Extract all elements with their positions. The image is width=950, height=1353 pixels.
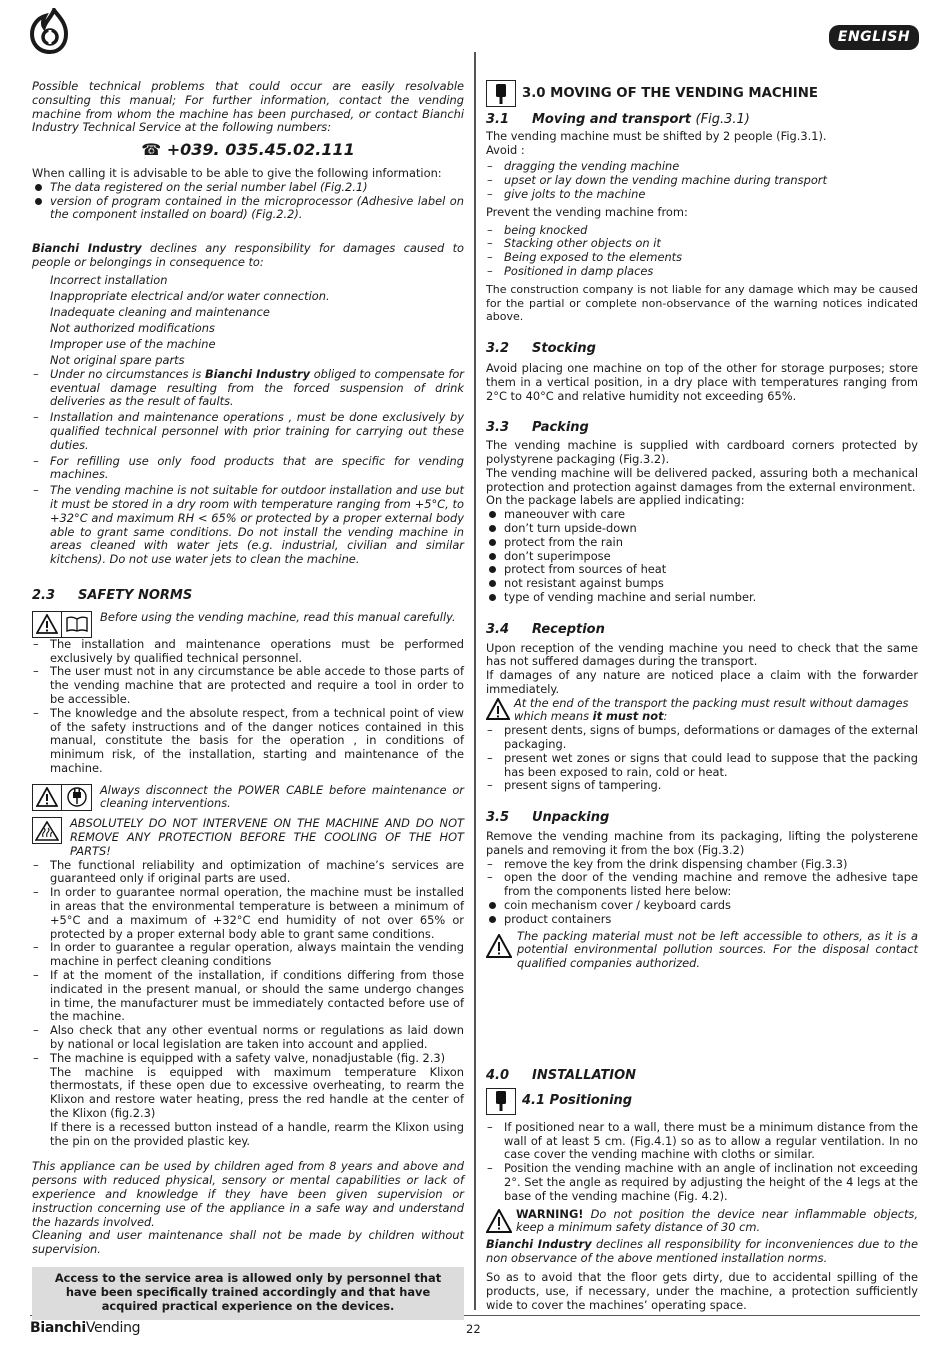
paragraph: Upon reception of the vending machine you need to check that the same has not suffered damages during the transport. bbox=[486, 640, 918, 669]
service-area-notice: Access to the service area is allowed only by personnel that have been specifically trained accordingly and that have acquired practical experience on the devices. bbox=[32, 1267, 464, 1320]
safety-item: – In order to guarantee a regular operation, always maintain the vending machine in perfect cleaning conditions bbox=[32, 941, 464, 969]
left-column bbox=[32, 80, 464, 1320]
paragraph: Avoid placing one machine on top of the other for storage purposes; store them in a vertical position, in a dry place with temperatures ranging from 2°C to 40°C and relative humidity not exceeding 65%. bbox=[486, 360, 918, 403]
column-divider bbox=[474, 52, 476, 1310]
phone-icon: ☎ bbox=[141, 140, 167, 160]
safety-item: – If at the moment of the installation, if conditions differing from those indicated in the present manual, or should the same undergo changes in time, the manufacturer must be immediately contacted before use of the machine. bbox=[32, 969, 464, 1024]
brand-logo-icon bbox=[30, 8, 70, 58]
installation-warning: WARNING! Do not position the device near inflammable objects, keep a minimum safety distance of 30 cm. bbox=[486, 1208, 918, 1237]
packing-warning: The packing material must not be left accessible to others, as it is a potential environmental pollution sources. For the disposal contact qualified companies authorized. bbox=[486, 930, 918, 971]
label-item: protect from the rain bbox=[486, 536, 918, 550]
unplug-icon bbox=[62, 784, 92, 811]
prevent-item: – Positioned in damp places bbox=[486, 265, 918, 279]
install-item: – Position the vending machine with an angle of inclination not exceeding 2°. Set the angle as required by adjusting the height of the 4 legs at the base of the vending machine (Fig. 4.2). bbox=[486, 1162, 918, 1203]
cause-item: Not authorized modifications bbox=[50, 320, 215, 335]
avoid-item: – give jolts to the machine bbox=[486, 188, 918, 202]
label-item: type of vending machine and serial number. bbox=[486, 591, 918, 605]
read-manual-notice: Before using the vending machine, read this manual carefully. bbox=[32, 611, 464, 638]
section-heading-3-4: 3.4 Reception bbox=[486, 621, 605, 637]
cause-item: Inadequate cleaning and maintenance bbox=[50, 304, 270, 319]
liability-paragraph: The construction company is not liable for any damage which may be caused for the partial or complete non-observance of the warning notices indicated above. bbox=[486, 282, 918, 324]
warning-icon bbox=[486, 698, 510, 724]
unpack-bullet: product containers bbox=[486, 913, 918, 927]
phone-number: ☎ +039. 035.45.02.111 bbox=[141, 140, 355, 160]
reception-item: – present dents, signs of bumps, deformations or damages of the external packaging. bbox=[486, 724, 918, 752]
unpack-item: – remove the key from the drink dispensing chamber (Fig.3.3) bbox=[486, 858, 918, 872]
hot-surface-icon bbox=[32, 817, 62, 844]
section-heading-3-1: 3.1 Moving and transport (Fig.3.1) bbox=[486, 112, 750, 127]
install-item: – If positioned near to a wall, there must be a minimum distance from the wall of at least 5 cm. (Fig.4.1) so as to allow a regular ventilation. In no case cover the vending machine with cloths or similar. bbox=[486, 1121, 918, 1162]
info-bullet: The data registered on the serial number label (Fig.2.1) bbox=[32, 181, 464, 195]
label-item: maneouver with care bbox=[486, 508, 918, 522]
section-heading-2-3: 2.3 SAFETY NORMS bbox=[32, 587, 193, 603]
paragraph: The vending machine must be shifted by 2 people (Fig.3.1). bbox=[486, 128, 827, 143]
label-item: don’t superimpose bbox=[486, 550, 918, 564]
klixon-paragraph: If there is a recessed button instead of a handle, rearm the Klixon using the pin on the provided plastic key. bbox=[50, 1119, 464, 1148]
paragraph: Prevent the vending machine from: bbox=[486, 204, 688, 219]
prevent-item: – being knocked bbox=[486, 224, 918, 238]
prevent-item: – Stacking other objects on it bbox=[486, 237, 918, 251]
paragraph: Avoid : bbox=[486, 142, 525, 157]
label-item: protect from sources of heat bbox=[486, 563, 918, 577]
paragraph: Remove the vending machine from its packaging, lifting the polysterene panels and removing it from the box (Fig.3.2) bbox=[486, 829, 918, 857]
paragraph: The vending machine is supplied with cardboard corners protected by polystyrene packaging (Fig.3.2). bbox=[486, 438, 918, 466]
power-cable-notice: Always disconnect the POWER CABLE before maintenance or cleaning interventions. bbox=[32, 784, 464, 812]
label-item: don’t turn upside-down bbox=[486, 522, 918, 536]
technician-icon bbox=[486, 80, 516, 107]
section-heading-3-2: 3.2 Stocking bbox=[486, 341, 596, 357]
section-heading-4-1: 4.1 Positioning bbox=[486, 1088, 918, 1115]
footer-brand-logo: BianchiVending bbox=[30, 1320, 141, 1336]
warning-icon bbox=[486, 1209, 512, 1237]
chapter-heading-3-0: 3.0 MOVING OF THE VENDING MACHINE bbox=[486, 80, 918, 107]
cause-item: Inappropriate electrical and/or water connection. bbox=[50, 288, 330, 303]
children-paragraph: This appliance can be used by children aged from 8 years and above and persons with reduced physical, sensory or mental capabilities or lack of experience and knowledge if they have been given supervision or instruction concerning use of the appliance in a safe way and understand the hazards involved. bbox=[32, 1159, 464, 1229]
section-heading-3-5: 3.5 Unpacking bbox=[486, 810, 610, 826]
hot-parts-notice: ABSOLUTELY DO NOT INTERVENE ON THE MACHINE AND DO NOT REMOVE ANY PROTECTION BEFORE THE COOLING OF THE HOT PARTS! bbox=[32, 817, 464, 858]
safety-item: – The machine is equipped with a safety valve, nonadjustable (fig. 2.3) bbox=[32, 1052, 464, 1066]
safety-item: – In order to guarantee normal operation, the machine must be installed in areas that the environmental temperature is between a minimum of +5°C and a maximum of +32°C end humidity of not over 65% or protected by a proper external body able to grant same conditions. bbox=[32, 886, 464, 941]
safety-item: – Also check that any other eventual norms or regulations as laid down by national or local legislation are taken into account and applied. bbox=[32, 1024, 464, 1052]
section-heading-3-3: 3.3 Packing bbox=[486, 420, 589, 436]
dash-item: – The vending machine is not suitable for outdoor installation and use but it must be stored in a dry room with temperature ranging from +5°C, to +32°C and maximum RH < 65% or protected by a proper external body able to grant same conditions. Do not install the vending machine in areas cleaned with water jets (e.g. industrial, civilian and similar kitchens). Do not use water jets to clean the machine. bbox=[32, 484, 464, 567]
safety-item: – The installation and maintenance operations must be performed exclusively by qualified technical personnel. bbox=[32, 638, 464, 666]
safety-item: – The user must not in any circumstance be able accede to those parts of the vending machine that are protected and require a tool in order to be accessible. bbox=[32, 665, 464, 706]
reception-warning: At the end of the transport the packing must result without damages which means it must not: bbox=[486, 697, 918, 725]
chapter-heading-4-0: 4.0 INSTALLATION bbox=[486, 1068, 637, 1084]
children-paragraph: Cleaning and user maintenance shall not be made by children without supervision. bbox=[32, 1228, 464, 1257]
info-bullet: version of program contained in the microprocessor (Adhesive label on the component installed on board) (Fig.2.2). bbox=[32, 195, 464, 223]
reception-item: – present wet zones or signs that could lead to suppose that the packing has been exposed to rain, cold or heat. bbox=[486, 752, 918, 780]
avoid-item: – upset or lay down the vending machine during transport bbox=[486, 174, 918, 188]
warning-icon bbox=[486, 934, 512, 962]
floor-paragraph: So as to avoid that the floor gets dirty, due to accidental spilling of the products, use, if necessary, under the machine, a protection sufficiently wide to cover the machines’ operating space. bbox=[486, 1270, 918, 1312]
technician-icon bbox=[486, 1088, 516, 1115]
klixon-paragraph: The machine is equipped with maximum temperature Klixon thermostats, if these open due to excessive overheating, to rearm the Klixon and restore water heating, press the red handle at the center of the Klixon (fig.2.3) bbox=[50, 1064, 464, 1121]
unpack-item: – open the door of the vending machine and remove the adhesive tape from the components listed here below: bbox=[486, 871, 918, 899]
label-item: not resistant against bumps bbox=[486, 577, 918, 591]
declines-paragraph: Bianchi Industry declines all responsibility for inconveniences due to the non observance of the above mentioned installation norms. bbox=[486, 1237, 918, 1266]
reception-item: – present signs of tampering. bbox=[486, 779, 918, 793]
declines-paragraph: Bianchi Industry declines any responsibility for damages caused to people or belongings in consequence to: bbox=[32, 241, 465, 269]
manual-book-icon bbox=[62, 611, 92, 638]
dash-item: – Installation and maintenance operations , must be done exclusively by qualified technical personnel with prior training for carrying out these duties. bbox=[32, 411, 464, 452]
calling-info: When calling it is advisable to be able to give the following information: bbox=[32, 165, 442, 180]
safety-item: – The knowledge and the absolute respect, from a technical point of view of the safety instructions and of the danger notices contained in this manual, constitute the basis for the operation , in conditions of minimum risk, of the installation, starting and maintenance of the machine. bbox=[32, 707, 464, 776]
cause-item: Not original spare parts bbox=[50, 352, 185, 367]
dash-item: – For refilling use only food products that are specific for vending machines. bbox=[32, 455, 464, 483]
dash-item: – Under no circumstances is Bianchi Industry obliged to compensate for eventual damage resulting from the forced suspension of drink deliveries as the result of faults. bbox=[32, 368, 464, 409]
safety-item: – The functional reliability and optimization of machine’s services are guaranteed only if original parts are used. bbox=[32, 859, 464, 887]
warning-icon bbox=[32, 784, 62, 811]
page-number: 22 bbox=[466, 1322, 481, 1336]
intro-paragraph: Possible technical problems that could occur are easily resolvable consulting this manual; For further information, contact the vending machine from whom the machine has been purchased, or contact Bianchi Industry Technical Service at the following numbers: bbox=[32, 79, 464, 135]
avoid-item: – dragging the vending machine bbox=[486, 160, 918, 174]
cause-item: Incorrect installation bbox=[50, 272, 168, 287]
paragraph: On the package labels are applied indicating: bbox=[486, 493, 745, 508]
language-badge: ENGLISH bbox=[829, 25, 919, 50]
paragraph: The vending machine will be delivered packed, assuring both a mechanical protection and protection against damages from the external environment. bbox=[486, 465, 918, 494]
paragraph: If damages of any nature are noticed place a claim with the forwarder immediately. bbox=[486, 668, 918, 696]
cause-item: Improper use of the machine bbox=[50, 336, 216, 351]
prevent-item: – Being exposed to the elements bbox=[486, 251, 918, 265]
unpack-bullet: coin mechanism cover / keyboard cards bbox=[486, 899, 918, 913]
warning-icon bbox=[32, 611, 62, 638]
right-column bbox=[486, 80, 918, 1312]
